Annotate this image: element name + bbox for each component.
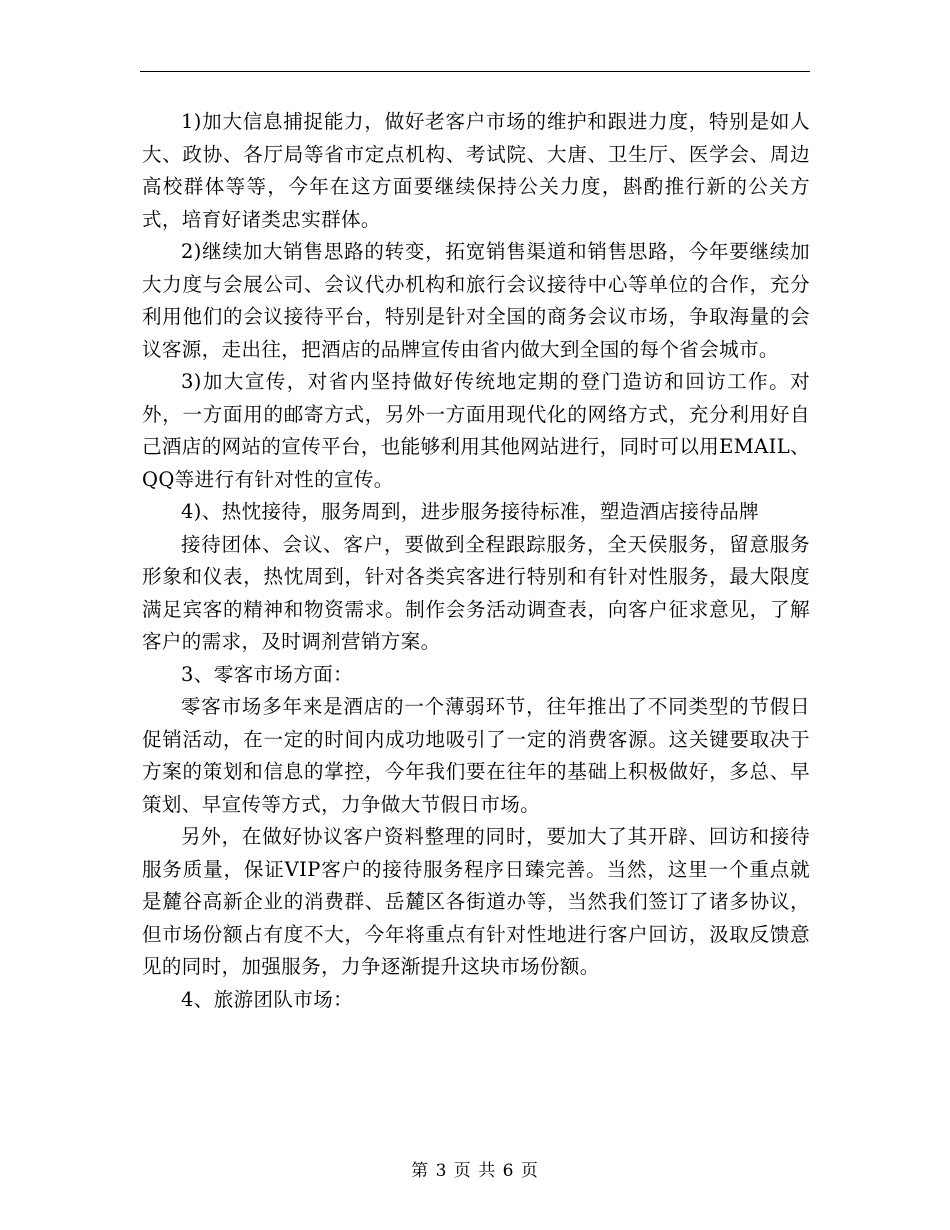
- document-body: [142, 106, 810, 1016]
- section-heading-retail: 3、零客市场方面：: [181, 662, 354, 686]
- paragraph-2: 2)继续加大销售思路的转变，拓宽销售渠道和销售思路，今年要继续加大力度与会展公司、会议代办机构和旅行会议接待中心等单位的合作，充分利用他们的会议接待平台，特别是针对全国的商务会议市场，争取海量的会议客源，走出往，把酒店的品牌宣传由省内做大到全国的每个省会城市。: [142, 240, 810, 361]
- section-heading-tour-groups: 4、旅游团队市场：: [181, 987, 354, 1011]
- paragraph-4-heading: 4)、热忱接待，服务周到，进步服务接待标准，塑造酒店接待品牌: [181, 500, 760, 523]
- paragraph-1: 1)加大信息捕捉能力，做好老客户市场的维护和跟进力度，特别是如人大、政协、各厅局等省市定点机构、考试院、大唐、卫生厅、医学会、周边高校群体等等，今年在这方面要继续保持公关力度，斟酌推行新的公关方式，培育好诸类忠实群体。: [142, 110, 810, 231]
- page-number-footer: 第 3 页 共 6 页: [411, 1161, 539, 1181]
- header-rule: [140, 71, 810, 72]
- paragraph-8: 另外，在做好协议客户资料整理的同时，要加大了其开辟、回访和接待服务质量，保证VIP客户的接待服务程序日臻完善。当然，这里一个重点就是麓谷高新企业的消费群、岳麓区各街道办等，当然我们签订了诸多协议，但市场份额占有度不大，今年将重点有针对性地进行客户回访，汲取反馈意见的同时，加强服务，力争逐渐提升这块市场份额。: [142, 825, 810, 978]
- paragraph-3: 3)加大宣传，对省内坚持做好传统地定期的登门造访和回访工作。对外，一方面用的邮寄方式，另外一方面用现代化的网络方式，充分利用好自己酒店的网站的宣传平台，也能够利用其他网站进行，同时可以用EMAIL、QQ等进行有针对性的宣传。: [142, 370, 810, 491]
- paragraph-7: 零客市场多年来是酒店的一个薄弱环节，往年推出了不同类型的节假日促销活动，在一定的时间内成功地吸引了一定的消费客源。这关键要取决于方案的策划和信息的掌控，今年我们要在往年的基础上积极做好，多总、早策划、早宣传等方式，力争做大节假日市场。: [142, 695, 810, 816]
- paragraph-5: 接待团体、会议、客户，要做到全程跟踪服务，全天侯服务，留意服务形象和仪表，热忱周到，针对各类宾客进行特别和有针对性服务，最大限度满足宾客的精神和物资需求。制作会务活动调查表，向客户征求意见，了解客户的需求，及时调剂营销方案。: [142, 532, 810, 653]
